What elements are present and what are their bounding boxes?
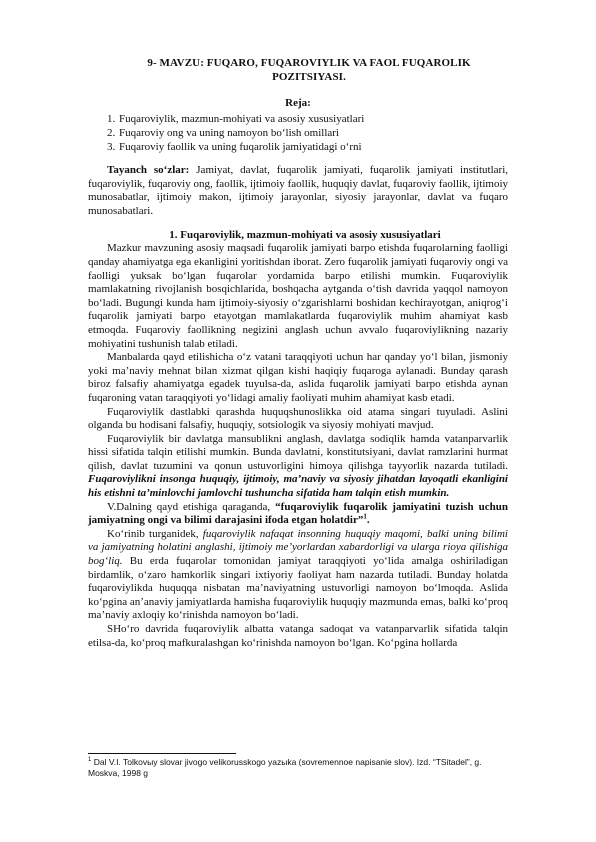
plan-heading: Reja:	[285, 97, 311, 109]
paragraph-4-text: Fuqaroviylik bir davlatga mansublikni anglash, davlatga sodiqlik hamda vatanparvarlik hissi sifatida talqin etilishi mumkin. Bunda davlatni, konstitutsiyani, davlat ramzlarini hurmat qilish, davlat tuzumini va qonun ustuvorligini himoya qilishga tayyorlik nazarda tutiladi.	[88, 432, 508, 472]
paragraph-5-end: .	[366, 514, 370, 527]
paragraph-7: SHo‘ro davrida fuqaroviylik albatta vatanga sadoqat va vatanparvarlik sifatida talqin etilsa-da, ko‘proq mafkuralashgan ko‘rinishda namoyon bo‘lgan. Ko‘pgina hollarda	[88, 623, 508, 649]
plan-item-text: Fuqaroviy ong va uning namoyon bo‘lish omillari	[119, 127, 339, 139]
title-line-1: 9- MAVZU: FUQARO, FUQAROVIYLIK VA FAOL FUQAROLIK	[147, 57, 471, 69]
plan-item	[88, 126, 508, 140]
footnote-ref[interactable]: 1	[363, 512, 367, 521]
paragraph-5-text: V.Dalning qayd etishiga qaraganda,	[107, 500, 276, 513]
footnote	[88, 757, 508, 779]
keywords-paragraph	[88, 164, 508, 218]
document-page	[88, 56, 508, 650]
paragraph-4-emphasis: Fuqaroviylikni insonga huquqiy, ijtimoiy, ma’naviy va siyosiy jihatdan layoqatli ekanligini his etishni ta’minlovchi jamlovchi tushuncha sifatida ham talqin etish mumkin.	[88, 473, 508, 500]
section-heading: 1. Fuqaroviylik, mazmun-mohiyati va asosiy xususiyatlari	[169, 229, 441, 242]
page-title	[110, 56, 508, 84]
footnote-mark: 1	[88, 757, 92, 764]
keywords-text: Jamiyat, davlat, fuqarolik jamiyati, fuqarolik jamiyati institutlari, fuqaroviylik, fuqaroviy ong, faollik, ijtimoiy faollik, huquqiy davlat, fuqaroviy faollik, ijtimoiy munosabatlar, ijtimoiy makon, ijtimoiy jarayonlar, siyosiy jarayonlar, davlat va fuqaro munosabatlari.	[88, 164, 509, 217]
paragraph-6-text: Ko‘rinib turganidek,	[107, 527, 203, 540]
footnote-text: Dal V.I. Tolkovыy slovar jivogo velikorusskogo yazыka (sovremennoe napisanie slov). Izd. “TSitadel”, g. Moskva, 1998 g	[88, 757, 482, 778]
paragraph-6	[88, 528, 508, 623]
paragraph-6-italic: fuqaroviylik nafaqat insonning huquqiy maqomi, balki uning bilimi va jamiyatning holatini anglashi, ijtimoiy me’yorlardan xabardorligi va ularga rioya qilishiga bog‘liq.	[88, 527, 508, 568]
plan-list	[88, 112, 508, 154]
plan-item-number: 2.	[107, 127, 116, 139]
plan-item	[88, 140, 508, 154]
plan-item-text: Fuqaroviylik, mazmun-mohiyati va asosiy xususiyatlari	[119, 113, 365, 125]
paragraph-4	[88, 433, 508, 501]
plan-item	[88, 112, 508, 126]
paragraph-3: Fuqaroviylik dastlabki qarashda huquqshunoslikka oid atama singari tuyuladi. Aslini olganda bu hodisani falsafiy, huquqiy, sotsiologik va siyosiy mohiyati mavjud.	[88, 405, 508, 432]
paragraph-2: Manbalarda qayd etilishicha o‘z vatani taraqqiyoti uchun har qanday yo‘l bilan, jismoniy yoki ma’naviy mehnat bilan xizmat qilgan kishi haqiqiy fuqaroga aylanadi. Bunday qarash biroz falsafiy ahamiyatga egadek tuyulsa-da, aslida fuqarolik jamiyati barpo etishda aynan fuqaroning vatan taraqqiyoti yo‘lidagi amaliy faoliyati muhim ahamiyat kasb etadi.	[88, 351, 508, 404]
paragraph-5	[88, 501, 508, 528]
plan-item-number: 3.	[107, 141, 116, 153]
paragraph-1: Mazkur mavzuning asosiy maqsadi fuqarolik jamiyati barpo etishda fuqarolarning faolligi qanday ahamiyatga ega ekanligini yoritishdan iborat. Zero fuqarolik jamiyati fuqaroviy ongi va faolligi yuksak bo‘lgan fuqarolar yordamida barpo etilishi mumkin. Fuqaroviylik mamlakatning rivojlanish bosqichlarida, boshqacha aytganda o‘tish davrida yaqqol namoyon bo‘ladi. Bugungi kunda ham ijtimoiy-siyosiy o‘zgarishlarni boshidan kechirayotgan, aniqrog‘i fuqarolik jamiyati barpo etayotgan mamlakatlarda fuqaroviylik muhim ahamiyat kasb etmoqda. Fuqaroviy faollikning negizini anglash uchun avvalo fuqaroviylikning nazariy mohiyatini tushunish talab etiladi.	[88, 242, 508, 350]
footnote-divider	[88, 753, 236, 754]
plan-item-text: Fuqaroviy faollik va uning fuqarolik jamiyatidagi o‘rni	[119, 141, 362, 153]
keywords-label: Tayanch so‘zlar:	[107, 164, 190, 176]
paragraph-5-quote: “fuqaroviylik fuqarolik jamiyatini tuzish uchun jamiyatning ongi va bilimi darajasini ifoda etgan holatdir”	[88, 500, 508, 527]
plan-item-number: 1.	[107, 113, 116, 125]
paragraph-6-rest: Bu erda fuqarolar tomonidan jamiyat taraqqiyoti yo‘lida amalga oshiriladigan birdamlik, o‘zaro hamkorlik singari ixtiyoriy faoliyat ham nazarda tutiladi. Bunday holatda fuqaroviylikda huquqqa nisbatan ma’naviyatning ustuvorligi namoyon bo‘lmoqda. Aslida ko‘pgina an’anaviy jamiyatlarda hamisha fuqaroviylik huquqiy mazmunda emas, balki ko‘proq ma’naviy axloqiy ko‘rinishda namoyon bo‘ladi.	[88, 555, 508, 622]
title-line-2: POZITSIYASI.	[272, 71, 346, 83]
